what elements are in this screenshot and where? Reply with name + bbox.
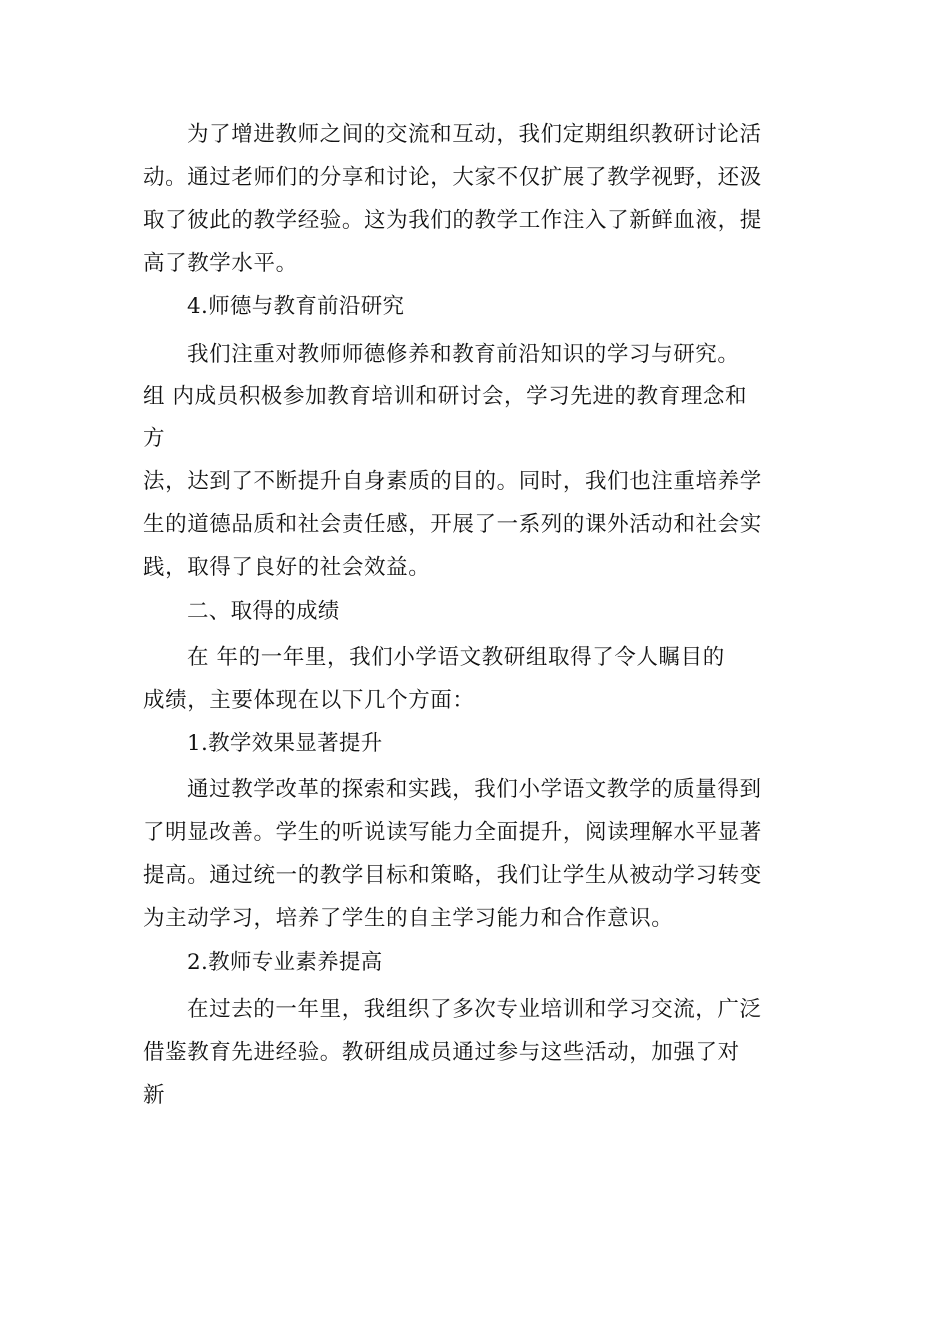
paragraph-line: 组 内成员积极参加教育培训和研讨会，学习先进的教育理念和 [143, 384, 748, 409]
section-heading: 2.教师专业素养提高 [187, 950, 383, 975]
paragraph-line: 在过去的一年里，我组织了多次专业培训和学习交流，广泛 [187, 997, 762, 1022]
paragraph-line: 通过教学改革的探索和实践，我们小学语文教学的质量得到 [187, 777, 762, 802]
paragraph-line: 成绩，主要体现在以下几个方面： [143, 688, 475, 713]
section-heading: 1.教学效果显著提升 [187, 731, 383, 756]
section-heading: 4.师德与教育前沿研究 [187, 294, 405, 319]
paragraph-line: 为了增进教师之间的交流和互动，我们定期组织教研讨论活 [187, 122, 762, 147]
paragraph-line: 高了教学水平。 [143, 251, 298, 276]
paragraph-line: 为主动学习，培养了学生的自主学习能力和合作意识。 [143, 906, 674, 931]
paragraph-line: 法，达到了不断提升自身素质的目的。同时，我们也注重培养学 [143, 469, 762, 494]
paragraph-line: 方 [143, 426, 166, 451]
paragraph-line: 取了彼此的教学经验。这为我们的教学工作注入了新鲜血液，提 [143, 208, 762, 233]
section-heading: 二、取得的成绩 [187, 599, 340, 624]
paragraph-line: 新 [143, 1083, 166, 1108]
paragraph-line: 动。通过老师们的分享和讨论，大家不仅扩展了教学视野，还汲 [143, 165, 762, 190]
paragraph-line: 在 年的一年里，我们小学语文教研组取得了令人瞩目的 [187, 645, 725, 670]
paragraph-line: 提高。通过统一的教学目标和策略，我们让学生从被动学习转变 [143, 863, 762, 888]
paragraph-line: 生的道德品质和社会责任感，开展了一系列的课外活动和社会实 [143, 512, 762, 537]
paragraph-line: 了明显改善。学生的听说读写能力全面提升，阅读理解水平显著 [143, 820, 762, 845]
paragraph-line: 践，取得了良好的社会效益。 [143, 555, 431, 580]
paragraph-line: 我们注重对教师师德修养和教育前沿知识的学习与研究。 [187, 342, 740, 367]
paragraph-line: 借鉴教育先进经验。教研组成员通过参与这些活动，加强了对 [143, 1040, 740, 1065]
